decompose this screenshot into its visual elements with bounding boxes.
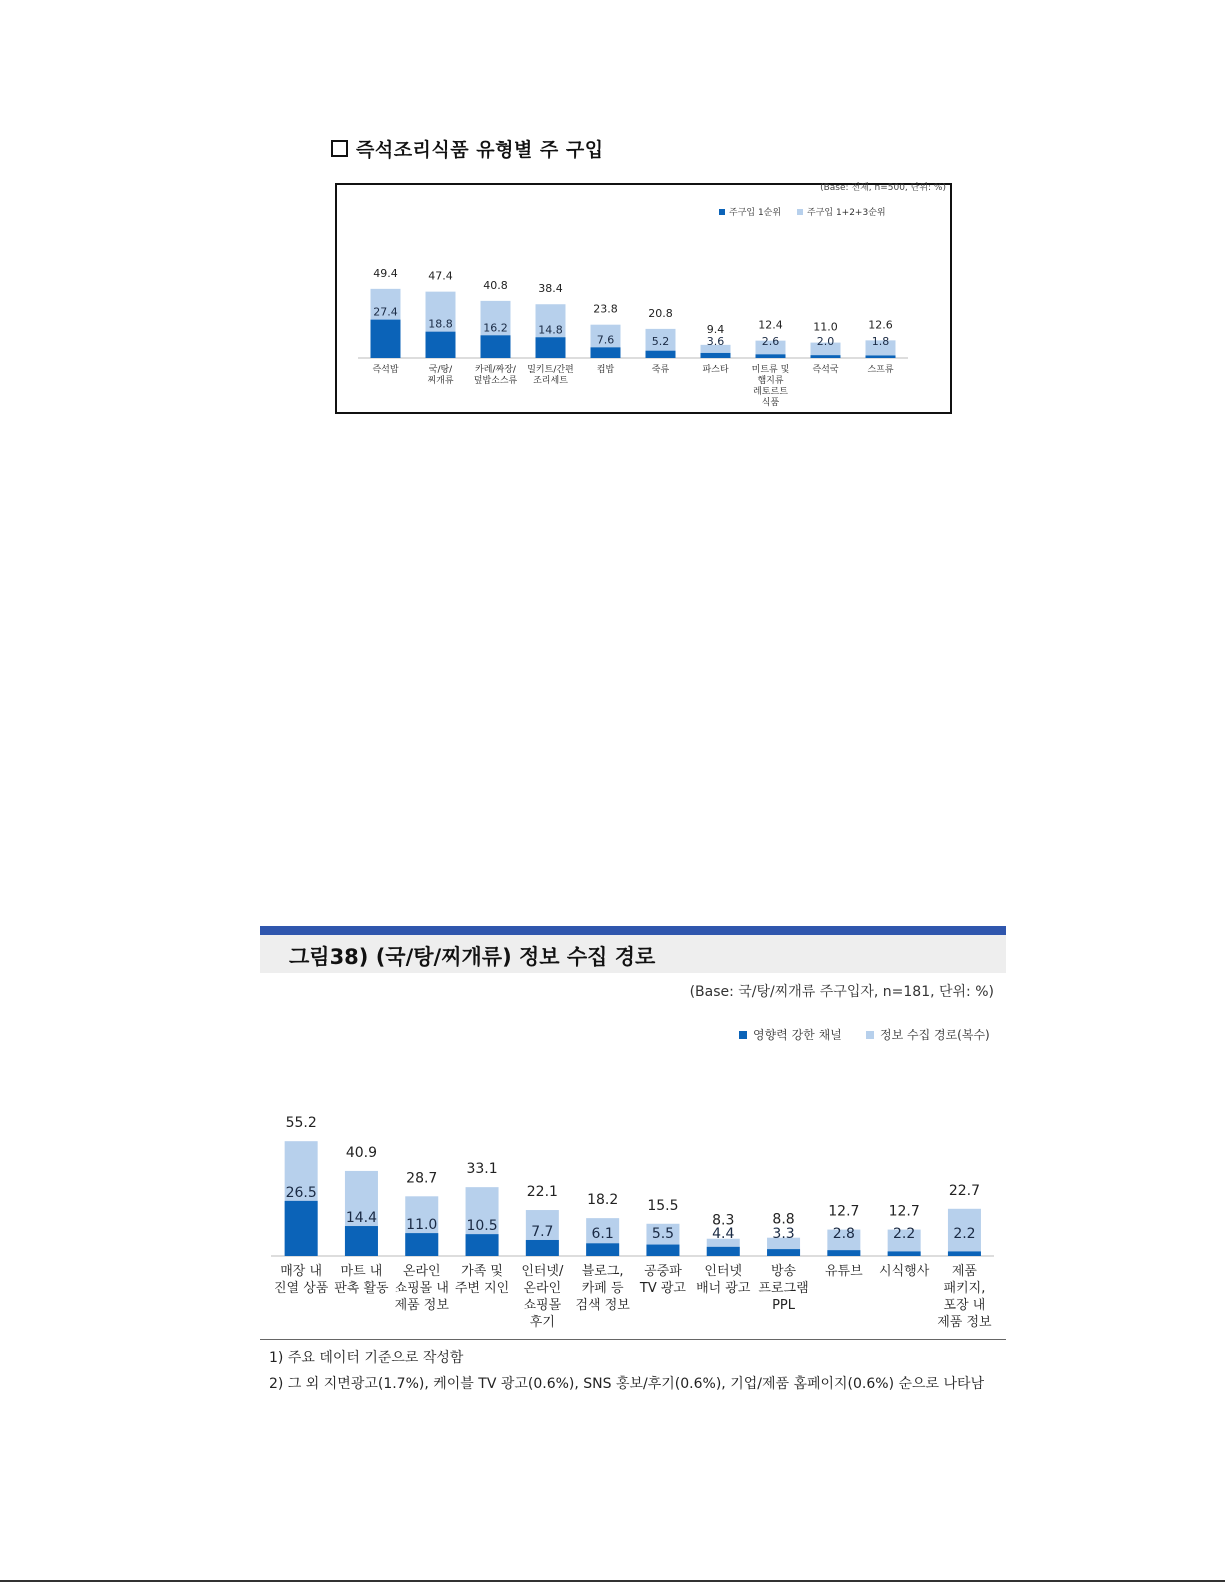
first-value-label: 6.1 bbox=[591, 1226, 614, 1242]
total-value-label: 49.4 bbox=[373, 266, 398, 280]
chart1-base-note: (Base: 전체, n=500, 단위: %) bbox=[820, 183, 946, 193]
bar-first-6 bbox=[646, 351, 676, 358]
bar-first-2 bbox=[345, 1226, 378, 1256]
first-value-label: 5.2 bbox=[651, 335, 670, 348]
bar-first-9 bbox=[767, 1249, 800, 1256]
legend-swatch-dark bbox=[739, 1031, 747, 1039]
total-value-label: 55.2 bbox=[285, 1115, 317, 1132]
bar-first-4 bbox=[466, 1234, 499, 1256]
bar-first-4 bbox=[536, 337, 566, 358]
total-value-label: 38.4 bbox=[538, 282, 563, 296]
first-value-label: 7.6 bbox=[596, 333, 615, 347]
bar-first-5 bbox=[591, 347, 621, 358]
category-label: 즉석국 bbox=[812, 365, 839, 375]
first-value-label: 2.6 bbox=[761, 335, 780, 348]
total-value-label: 18.2 bbox=[587, 1192, 619, 1209]
bar-first-1 bbox=[371, 320, 401, 358]
category-label: 죽류 bbox=[651, 365, 670, 375]
bar-first-8 bbox=[707, 1247, 740, 1256]
chart2-legend-item-2 bbox=[866, 1026, 990, 1043]
first-value-label: 2.8 bbox=[832, 1226, 855, 1242]
total-value-label: 20.8 bbox=[648, 306, 673, 320]
category-label: 가족 및 주변 지인 bbox=[454, 1264, 510, 1296]
total-value-label: 12.6 bbox=[868, 318, 893, 332]
chart1-legend-label-1: 주구입 1순위 bbox=[729, 208, 782, 218]
footnote-1: 1) 주요 데이터 기준으로 작성함 bbox=[269, 1350, 464, 1366]
bar-first-7 bbox=[701, 353, 731, 358]
chart2-legend-item-1 bbox=[739, 1026, 842, 1043]
total-value-label: 47.4 bbox=[428, 269, 453, 283]
first-value-label: 14.4 bbox=[345, 1210, 378, 1227]
category-label: 유튜브 bbox=[825, 1264, 863, 1279]
chart2-legend-label-1: 영향력 강한 채널 bbox=[753, 1028, 842, 1042]
first-value-label: 1.8 bbox=[871, 335, 890, 348]
bar-first-8 bbox=[756, 354, 786, 358]
category-label: 온라인 쇼핑몰 내 제품 정보 bbox=[394, 1264, 449, 1313]
total-value-label: 12.7 bbox=[888, 1203, 920, 1220]
total-value-label: 11.0 bbox=[813, 320, 838, 334]
first-value-label: 2.0 bbox=[816, 335, 835, 348]
total-value-label: 22.1 bbox=[526, 1184, 558, 1201]
category-label: 매장 내 진열 상품 bbox=[273, 1264, 329, 1296]
category-label: 밀키트/간편 조리세트 bbox=[527, 365, 574, 386]
category-label: 파스타 bbox=[702, 365, 729, 375]
total-value-label: 28.7 bbox=[406, 1170, 438, 1187]
bar-first-6 bbox=[586, 1243, 619, 1256]
total-value-label: 33.1 bbox=[466, 1161, 498, 1178]
category-label: 국/탕/ 찌개류 bbox=[427, 365, 454, 386]
bar-first-12 bbox=[948, 1251, 981, 1256]
total-value-label: 9.4 bbox=[706, 322, 725, 336]
category-label: 카레/짜장/ 덮밥소스류 bbox=[473, 365, 518, 386]
chart2-legend-label-2: 정보 수집 경로(복수) bbox=[880, 1028, 990, 1042]
first-value-label: 16.2 bbox=[483, 321, 508, 335]
first-value-label: 14.8 bbox=[538, 323, 563, 337]
category-label: 제품 패키지, 포장 내 제품 정보 bbox=[937, 1264, 992, 1330]
bar-first-1 bbox=[285, 1201, 318, 1256]
bar-first-7 bbox=[646, 1245, 679, 1256]
bar-first-11 bbox=[888, 1251, 921, 1256]
first-value-label: 18.8 bbox=[428, 317, 453, 331]
total-value-label: 15.5 bbox=[647, 1197, 679, 1214]
first-value-label: 2.2 bbox=[893, 1226, 916, 1242]
first-value-label: 26.5 bbox=[285, 1184, 317, 1201]
total-value-label: 40.8 bbox=[483, 278, 508, 292]
total-value-label: 8.3 bbox=[712, 1212, 735, 1229]
bar-first-10 bbox=[866, 355, 896, 358]
category-label: 스프류 bbox=[867, 365, 894, 375]
category-label: 시식행사 bbox=[879, 1264, 930, 1279]
footnote-divider bbox=[260, 1339, 1006, 1340]
first-value-label: 11.0 bbox=[406, 1217, 438, 1234]
category-label: 공중파 TV 광고 bbox=[639, 1264, 686, 1296]
category-label: 블로그, 카페 등 검색 정보 bbox=[575, 1264, 630, 1313]
category-label: 즉석밥 bbox=[372, 365, 399, 375]
first-value-label: 4.4 bbox=[712, 1226, 735, 1242]
chart2-header-band bbox=[260, 926, 1006, 935]
chart1-legend-label-2: 주구입 1+2+3순위 bbox=[807, 208, 886, 218]
bar-first-5 bbox=[526, 1240, 559, 1256]
category-label: 미트류 및 햄지류 레토르트 식품 bbox=[751, 365, 790, 408]
category-label: 인터넷 배너 광고 bbox=[696, 1264, 751, 1296]
category-label: 방송 프로그램 PPL bbox=[758, 1264, 809, 1313]
category-label: 인터넷/ 온라인 쇼핑몰 후기 bbox=[521, 1264, 564, 1330]
bar-first-3 bbox=[481, 335, 511, 358]
first-value-label: 10.5 bbox=[466, 1218, 498, 1235]
page-bottom-rule bbox=[0, 1580, 1225, 1582]
first-value-label: 3.3 bbox=[772, 1226, 795, 1242]
bar-first-10 bbox=[827, 1250, 860, 1256]
total-value-label: 12.4 bbox=[758, 318, 783, 332]
total-value-label: 8.8 bbox=[772, 1211, 795, 1228]
first-value-label: 7.7 bbox=[531, 1223, 554, 1240]
total-value-label: 22.7 bbox=[948, 1182, 981, 1199]
chart2-title: 그림38) (국/탕/찌개류) 정보 수집 경로 bbox=[289, 945, 656, 969]
bar-first-2 bbox=[426, 332, 456, 358]
category-label: 컵밥 bbox=[596, 365, 615, 375]
first-value-label: 2.2 bbox=[953, 1226, 976, 1242]
total-value-label: 12.7 bbox=[828, 1203, 860, 1220]
bar-first-3 bbox=[405, 1233, 438, 1256]
category-label: 마트 내 판촉 활동 bbox=[334, 1264, 389, 1296]
total-value-label: 23.8 bbox=[593, 302, 618, 316]
first-value-label: 27.4 bbox=[373, 305, 398, 319]
footnote-2: 2) 그 외 지면광고(1.7%), 케이블 TV 광고(0.6%), SNS 홍보/후기(0.6%), 기업/제품 홈페이지(0.6%) 순으로 나타남 bbox=[269, 1376, 985, 1392]
bar-first-9 bbox=[811, 355, 841, 358]
first-value-label: 3.6 bbox=[706, 335, 725, 348]
chart2-base-note: (Base: 국/탕/찌개류 주구입자, n=181, 단위: %) bbox=[689, 984, 994, 1000]
legend-swatch-light bbox=[866, 1031, 874, 1039]
chart1-title: 즉석조리식품 유형별 주 구입 bbox=[356, 139, 604, 161]
total-value-label: 40.9 bbox=[345, 1144, 378, 1161]
first-value-label: 5.5 bbox=[651, 1226, 675, 1242]
